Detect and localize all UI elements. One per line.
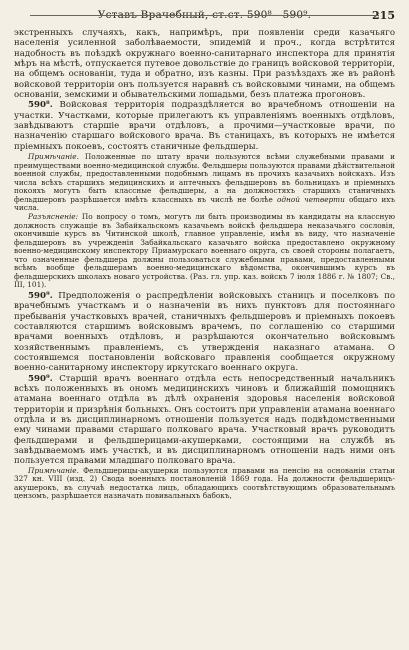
italic-run: Примѣчаніе. [28, 152, 79, 162]
text-run: Войсковая территорія подраздѣляется во врачебномъ отношеніи на участки. Участками, которые прилегаютъ къ управленіямъ военныхъ отдѣловъ, завѣдываютъ старшіе врачи отдѣловъ, а прочими—участковые врачи, по назначенію старшаго войскового врача. Въ станицахъ, въ которыхъ не имѣется пріемныхъ покоевъ, состоятъ станичные фельдшеры. [14, 100, 395, 152]
italic-run: одной четверти [277, 194, 345, 204]
text-run: общаго ихъ числа. [14, 194, 395, 213]
page-number: 215 [372, 9, 395, 22]
article-590-8 [14, 100, 395, 152]
article-590-9 [14, 291, 395, 374]
article-number: 590⁸. [28, 100, 53, 111]
text-run: Предположенія о распредѣленіи войсковыхъ станицъ и поселковъ по врачебнымъ участкамъ и о назначеніи въ нихъ пунктовъ для постояннаго пребыванія участковыхъ врачей, станичныхъ фельдшеровъ и пріемныхъ покоевъ составляются старшимъ войсковымъ врачемъ, по соглашенію со старшими врачами военныхъ отдѣловъ, и разрѣшаются окончательно войсковымъ хозяйственнымъ правленіемъ, съ утвержденія наказнаго атамана. О состоявшемся постановленіи войсковаго правленія сообщается окружному военно-санитарному инспектору иркутскаго военнаго округа. [14, 290, 395, 374]
block-article-590-9 [14, 291, 395, 374]
article-number: 590⁹. [28, 290, 53, 301]
paragraph-continuation [14, 28, 395, 100]
italic-run: Примѣчаніе. [28, 465, 79, 475]
italic-run: Разъясненіе: [28, 211, 79, 221]
note-primechanie-1 [14, 153, 395, 213]
text-run: Фельдшерицы-акушерки пользуются правами на пенсію на основаніи статьи 327 кн. VIII (изд. 2) Свода военныхъ постановленій 1869 года. На должности фельдшерицъ-акушерокъ, въ случаѣ недостатка лицъ, обладающихъ соотвѣтствующимъ образовательнымъ цензомъ, разрѣшается назначать повивальныхъ бабокъ, [14, 465, 395, 501]
header-rule [30, 15, 379, 16]
note-primechanie-2 [14, 467, 395, 501]
note-razyasnenie [14, 213, 395, 290]
block-note-2 [14, 213, 395, 290]
document-body [14, 28, 395, 501]
text-run: экстренныхъ случаяхъ, какъ, напримѣръ, при появленіи среди казачьяго населенія усиленной заболѣваемости, эпидемій и проч., когда встрѣтится надобность въ поѣздкѣ окружнаго военно-санитарнаго инспектора для принятія мѣръ на мѣстѣ, отпускается путевое довольствіе до границъ войсковой территоріи, на общемъ основаніи, туда и обратно, изъ казны. При разъѣздахъ же въ районѣ войсковой территоріи онъ пользуется наравнѣ съ войсковыми чинами, на общемъ основаніи, земскими и обывательскими лошадьми, безъ платежа прогоновъ. [14, 28, 395, 101]
text-run: По вопросу о томъ, могутъ ли быть производимы въ кандидаты на классную должность служащіе въ Забайкальскомъ казачьемъ войскѣ фельдшера неказачьяго сословія, окончившіе курсъ въ Читинской школѣ, главное управленіе, имѣя въ виду, что назначеніе фельдшеровъ въ учрежденія Забайкальскаго казачьяго войска предоставлено окружному военно-медицинскому инспектору Приамурскаго военнаго округа, съ своей стороны полагаетъ, что означенные фельдшера должны пользоваться служебными правами, предоставленными всѣмъ вообще фельдшерамъ военно-медицинскаго вѣдомства, окончившимъ курсъ въ фельдшерскихъ школахъ новаго устройства. (Раз. гл. упр. каз. войскъ 7 іюля 1886 г. № 1807; Св., III, 101). [14, 211, 395, 290]
header-title: Уставъ Врачебный, ст.ст. 590⁸—590⁹. [97, 9, 312, 21]
text-run: Положенные по штату врачи пользуются всѣми служебными правами и преимуществами военно-медицинской службы. Фельдшеры пользуются правами дѣйствительной военной службы, предоставленными подобнымъ лицамъ въ прочихъ казачьихъ войскахъ. Изъ числа всѣхъ старшихъ медицинскихъ и аптечныхъ фельдшеровъ въ больницахъ и пріемныхъ покояхъ могутъ быть классные фельдшеры, а на должностяхъ старшихъ станичныхъ фельдшеровъ разрѣшается имѣть классныхъ въ числѣ не болѣе [14, 152, 395, 204]
block-article-590-9b [14, 374, 395, 467]
text-run: Старшій врачъ военнаго отдѣла есть непосредственный начальникъ всѣхъ положенныхъ въ ономъ медицинскихъ чиновъ и ближайшій помощникъ атамана военнаго отдѣла въ дѣлѣ охраненія здоровья населенія войсковой территоріи и призрѣнія больныхъ. Онъ состоитъ при управленіи атамана военнаго отдѣла и въ дисциплинарномъ отношеніи пользуется надъ подвѣдомственными ему чинами правами старшаго полковаго врача. Участковый врачъ руководитъ фельдшерами и фельдшерицами-акушерками, состоящими на службѣ въ завѣдываемомъ имъ участкѣ, и въ дисциплинарномъ отношеніи надъ ними онъ пользуется правами младшаго полковаго врача. [14, 373, 395, 467]
block-note-3 [14, 467, 395, 501]
article-590-9b [14, 374, 395, 467]
block-note-1 [14, 153, 395, 213]
block-article-590-8 [14, 100, 395, 152]
article-number: 590⁹. [28, 373, 53, 384]
block-p-cont [14, 28, 395, 100]
